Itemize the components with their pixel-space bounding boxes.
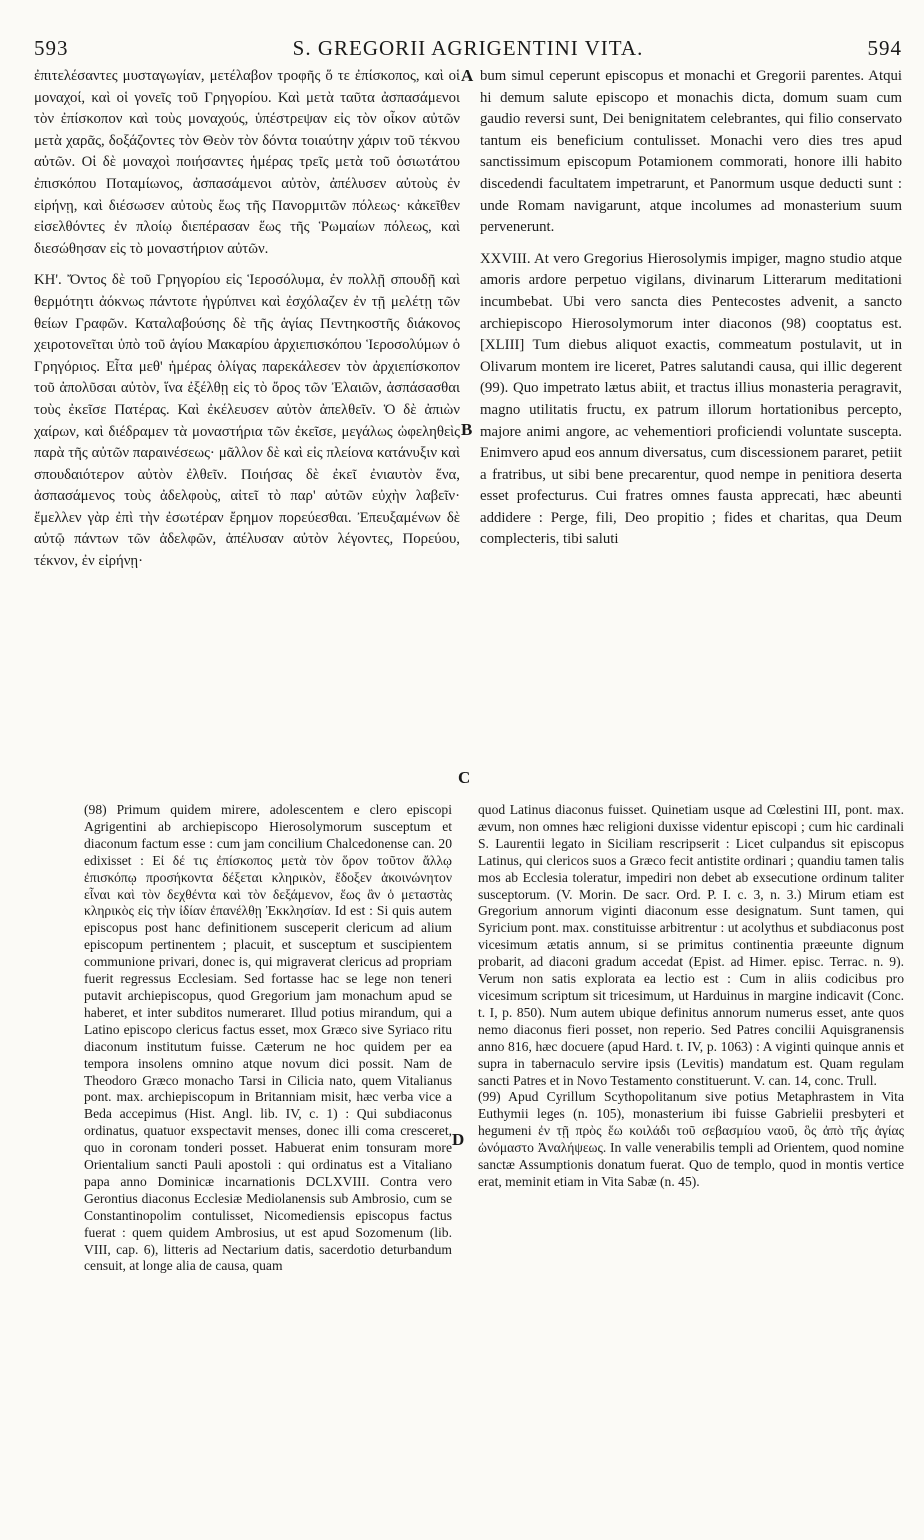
footnotes-left — [84, 802, 452, 1275]
latin-paragraph: bum simul ceperunt episcopus et monachi et Gregorii parentes. Atqui hi demum salute episcopo et monachis dicta, domum suam cum gaudio reversi sunt, Dei benignitatem celebrantes, qui filio conservato tantum eis beneficium contulisset. Monachi vero dies tres apud sanctissimum episcopum Potamionem commorati, honore illi habito discedendi facultatem impetrarunt, et Panormum usque deducti sunt : unde Romam navigarunt, atque incolumes ad monasterium suum pervenerunt. — [480, 68, 902, 236]
margin-letter-d: D — [452, 1130, 465, 1149]
greek-column — [34, 66, 460, 573]
footnotes-right — [478, 802, 904, 1191]
margin-letter-a: A — [461, 66, 474, 85]
footnote-98-continued: quod Latinus diaconus fuisset. Quinetiam usque ad Cœlestini III, pont. max. ævum, non omnes hæc religioni duxisse videntur episcopi ; cum hic cardinali S. Laurentii legato in Siciliam rescripserit : Licet culpandus sit episcopus Latinus, qui clericos suos a Græco fecit antistite ordinari ; quandiu tamen talis mos ab Ecclesia toleratur, impediri non debet ab exsecutione ordinum taliter susceptorum. (V. Morin. De sacr. Ord. P. I. c. 3, n. 3.) Mirum etiam est Gregorium annorum viginti diaconum esse designatum. Sunt tamen, qui Syricium pont. max. constituisse arbitrentur : ut acolythus et subdiaconus post vicesimum ætatis annum, si se primitus continentia præeunte dignum probarit, ad diaconi gradum accedat (Epist. ad Himer. episc. Terrac. n. 9). Verum non satis explorata ea lectio est : Cum in aliis codicibus pro vicesimum scriptum sit tricesimum, ut Harduinus in margine indicavit (Conc. t. I, p. 850). Num autem ubique definitus annorum numerus esset, ante quos nemo diaconus fieri posset, non reperio. Sed Patres concilii Aquisgranensis anno 816, hæc docuere (apud Hard. t. IV, p. 1063) : A viginti quinque annis et supra in tabernaculo servire ipsis (Levitis) mandatum est. Quam regulam sancti Patres et in Novo Testamento constituerunt. V. can. 14, conc. Trull. — [478, 802, 904, 1088]
page-number-left: 593 — [34, 36, 69, 60]
greek-paragraph: ἐπιτελέσαντες μυσταγωγίαν, μετέλαβον τροφῆς ὅ τε ἐπίσκοπος, καὶ οἱ μοναχοί, καὶ οἱ γονεῖς τοῦ Γρηγορίου. Καὶ μετὰ ταῦτα ἀσπασάμενοι τὸν ἐπίσκοπον καὶ τοὺς μοναχούς, ὑπέστρεψαν εἰς τὸν οἶκον αὐτῶν μετὰ χαρᾶς, δοξάζοντες τὸν Θεὸν τὸν δόντα τοιαύτην χάριν τοῦ τέκνου αὐτῶν. Οἱ δὲ μοναχοὶ ποιήσαντες ἡμέρας τρεῖς μετὰ τοῦ ὁσιωτάτου ἐπισκόπου Ποταμίωνος, ἀσπασάμενοι αὐτὸν, ἀπέλυσεν αὐτοὺς ἐν εἰρήνῃ, καὶ διέσωσεν αὐτοὺς ἕως τῆς Πανορμιτῶν πόλεως· κἀκεῖθεν εἰσελθόντες ἐν πλοίῳ διεπέρασαν ἕως τῆς Ῥωμαίων πόλεως, καὶ διεσώθησαν εἰς τὸ μοναστήριον αὐτῶν. — [34, 68, 460, 257]
footnote-98: (98) Primum quidem mirere, adolescentem e clero episcopi Agrigentini ab archiepiscopo Hierosolymorum susceptum et diaconum factum esse : cum jam concilium Chalcedonense can. 20 edixisset : Εἰ δέ τις ἐπίσκοπος μετὰ τὸν ὅρον τοῦτον ἄλλῳ ἐπισκόπῳ προσήκοντα δέξεται κληρικὸν, ἔδοξεν ἀκοινώνητον εἶναι καὶ τὸν δεχθέντα καὶ τὸν δεξάμενον, ἕως ἂν ὁ μεταστὰς κληρικὸς εἰς τὴν ἰδίαν ἐπανέλθῃ Ἐκκλησίαν. Id est : Si quis autem episcopus post hanc definitionem susceperit clericum ad alium episcopum pertinentem ; placuit, et susceptum et suscipientem communione privari, donec is, qui migraverat clericus ad propriam fuerit regressus Ecclesiam. Sed fortasse hac se lege non teneri putavit archiepiscopus, quod Gregorium jam monachum apud se haberet, et inter subditos numeraret. Illud potius mirandum, qui a Latino episcopo clericus factus esset, mox Græco sive Syriaco ritu diaconum institutum fuisse. Cæterum ne hoc quidem per ea tempora insolens omnino atque novum dici possit. Nam de Theodoro Græco monacho Tarsi in Cilicia nato, quem Vitalianus pont. max. archiepiscopum in Britanniam misit, hæc verba vice a Beda accepimus (Hist. Angl. lib. IV, c. 1) : Qui subdiaconus ordinatus, quatuor exspectavit menses, donec illi coma cresceret, quo in coronam tonderi posset. Habuerat enim tonsuram more Orientalium sancti Pauli apostoli : qui ordinatus est a Vitaliano papa anno Dominicæ incarnationis DCLXVIII. Contra vero Gerontius diaconus Ecclesiæ Mediolanensis sub Ambrosio, cum se Constantinopolim contulisset, Nicomediensis episcopus factus fuerat : quem quidem Ambrosius, ut est apud Sozomenum (lib. VIII, cap. 6), litteris ad Nectarium datis, sacerdotio deturbandum censuit, at longe alia de causa, quam — [84, 802, 452, 1274]
latin-paragraph: XXVIII. At vero Gregorius Hierosolymis impiger, magno studio atque amoris ardore perpetuo vigilans, divinarum Litterarum meditationi incumbebat. Ubi vero sancta dies Pentecostes advenit, a sancto archiepiscopo Hierosolymorum inter diaconos (98) cooptatus est. [XLIII] Tum diebus aliquot exactis, commeatum postulavit, ut in Olivarum montem ire liceret, Patres salutandi causa, qui illic degerent (99). Quo impetrato lætus abiit, et tractus illius monasteria peragravit, magno utilitatis fructu, ex patrum illorum hortationibus percepto, majore animi angore, ac vehementiori proficiendi voluntate suscepta. Enimvero apud eos annum diversatus, cum discessionem pararet, petiit a fratribus, ut sibi bene precarentur, quod nempe in penitiora deserta esset profecturus. Cui fratres omnes fausta apprecati, hæc abeunti addidere : Perge, fili, Deo propitio ; fides et charitas, qua Deum complecteris, tibi saluti — [480, 250, 902, 548]
latin-column — [480, 66, 902, 551]
footnote-99: (99) Apud Cyrillum Scythopolitanum sive potius Metaphrastem in Vita Euthymii leges (n. 105), monasterium ibi fuisse Gabrielii presbyteri et hegumeni ἐν τῇ πρὸς ἕω κοιλάδι τοῦ σεβασμίου ναοῦ, ὃς ἀπὸ τῆς ἁγίας ὠνόμαστο Ἀναλήψεως. In valle venerabilis templi ad Orientem, quod nomine sanctæ Assumptionis donatum fuerat. Quo de templo, quod in montis vertice erat, meminit etiam in Vita Sabæ (n. 45). — [478, 1089, 904, 1189]
margin-letter-b: B — [461, 420, 473, 439]
greek-paragraph: ΚΗ'. Ὄντος δὲ τοῦ Γρηγορίου εἰς Ἱεροσόλυμα, ἐν πολλῇ σπουδῇ καὶ θερμότητι ἀόκνως πάντοτε ἠγρύπνει καὶ ἐσχόλαζεν ἐν τῇ μελέτῃ τῶν θείων Γραφῶν. Καταλαβούσης δὲ τῆς ἁγίας Πεντηκοστῆς διάκονος χειροτονεῖται ὑπὸ τοῦ ἁγίου Μακαρίου ἀρχιεπισκόπου Ἱεροσολύμων ὁ Γρηγόριος. Εἶτα μεθ' ἡμέρας ὀλίγας παρεκάλεσεν τὸν ἀρχιεπίσκοπον τοῦ ἀπολῦσαι αὐτὸν, ἵνα ἐξέλθῃ εἰς τὸ ὄρος τῶν Ἐλαιῶν, ἀσπάσασθαι τοὺς ἐκεῖσε Πατέρας. Καὶ ἐκέλευσεν αὐτὸν ἀπελθεῖν. Ὁ δὲ ἀπιὼν χαίρων, καὶ διέδραμεν τὰ μοναστήρια τῶν ἐκεῖσε, μεγάλως ὠφεληθεὶς παρὰ τῆς αὐτῶν παραινέσεως· μᾶλλον δὲ καὶ εἰς πλείονα κατάνυξιν καὶ σπουδαιότερον αὐτὸν ἐλθεῖν. Ποιήσας δὲ ἐκεῖ ἐνιαυτὸν ἕνα, ἀσπασάμενος τοὺς ἀδελφοὺς, αἰτεῖ τὸ παρ' αὐτῶν εὐχὴν λαβεῖν· ἔμελλεν γὰρ ἐπὶ τὴν ἐσωτέραν ἔρημον πορεύεσθαι. Ἐπευξαμένων δὲ αὐτῷ πάντων τῶν ἀδελφῶν, ἀπέλυσαν αὐτὸν λέγοντες, Πορεύου, τέκνον, ἐν εἰρήνῃ· — [34, 272, 460, 570]
margin-letter-c: C — [458, 768, 471, 787]
running-title: S. GREGORII AGRIGENTINI VITA. — [292, 36, 644, 60]
page-number-right: 594 — [867, 36, 902, 60]
running-head — [34, 36, 902, 66]
